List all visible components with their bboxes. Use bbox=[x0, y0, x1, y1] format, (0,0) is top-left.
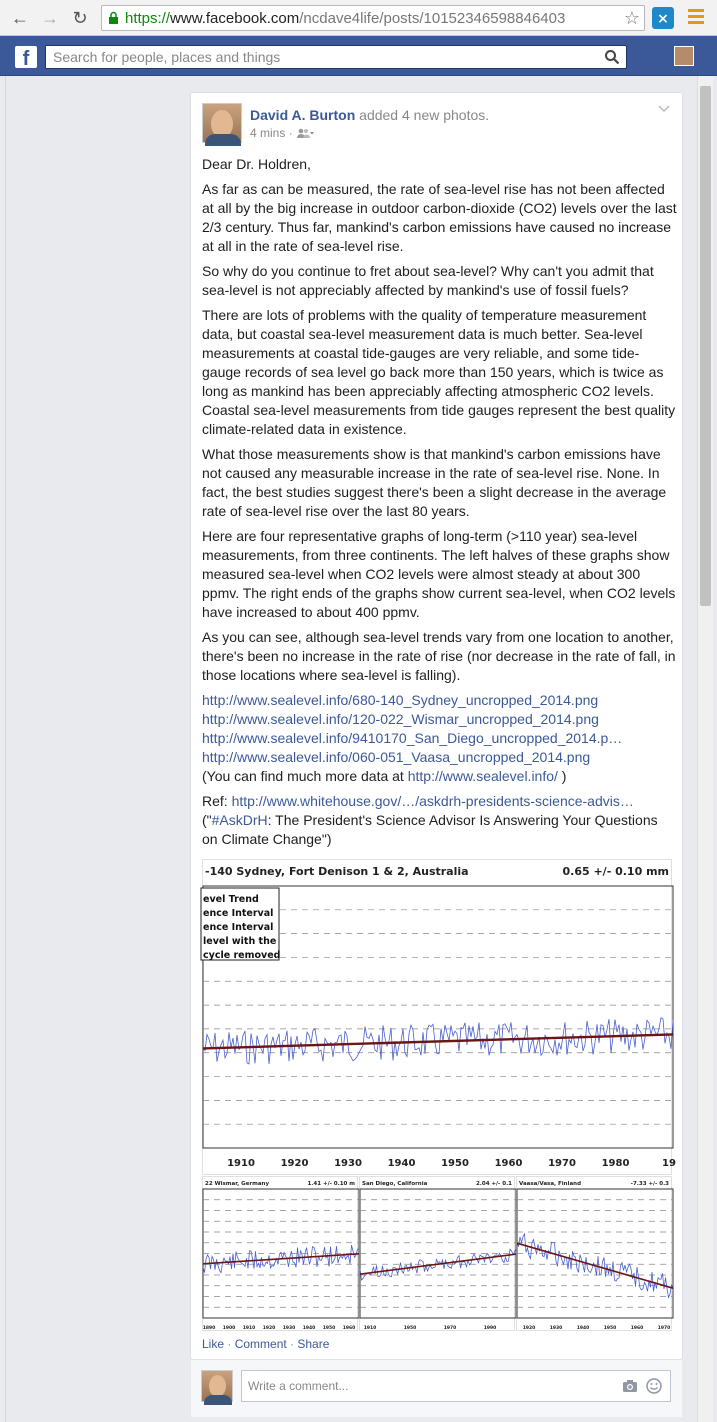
paragraph: So why do you continue to fret about sea-level? Why can't you admit that sea-level is not appreciably affected by mankind's use of fossil fuels? bbox=[202, 263, 654, 298]
x-tick-label: 1970 bbox=[443, 1326, 457, 1331]
x-tick-label: 1930 bbox=[549, 1326, 563, 1331]
legend-entry: ence Interval bbox=[203, 908, 274, 919]
facebook-logo[interactable]: f bbox=[15, 46, 37, 68]
x-tick-label: 1960 bbox=[630, 1326, 644, 1331]
paragraph: Dear Dr. Holdren, bbox=[202, 156, 311, 172]
chart-trend-label: -7.33 +/- 0.3 bbox=[630, 1181, 669, 1187]
chart-trend-label: 2.04 +/- 0.1 bbox=[475, 1181, 512, 1187]
x-tick-label: 1950 bbox=[603, 1326, 617, 1331]
hashtag-askdrh[interactable]: #AskDrH bbox=[211, 812, 268, 828]
x-tick-label: 1910 bbox=[227, 1158, 255, 1169]
link-vaasa[interactable]: http://www.sealevel.info/060-051_Vaasa_uncropped_2014.png bbox=[202, 749, 591, 765]
photo-row bbox=[202, 1176, 672, 1331]
forward-icon[interactable]: → bbox=[41, 8, 59, 28]
san-diego-chart bbox=[360, 1177, 516, 1332]
share-link[interactable]: Share bbox=[297, 1337, 330, 1351]
chart-trend-label: 0.65 +/- 0.10 mm bbox=[562, 865, 669, 878]
link-whitehouse[interactable]: http://www.whitehouse.gov/…/askdrh-presidents-science-advis… bbox=[231, 793, 634, 809]
chevron-down-icon[interactable] bbox=[658, 105, 670, 113]
x-tick-label: 1910 bbox=[242, 1326, 256, 1331]
more-data-line: (You can find much more data at http://www.sealevel.info/ ) bbox=[202, 768, 567, 784]
post-action: added 4 new photos. bbox=[359, 107, 490, 123]
post-header bbox=[250, 107, 489, 123]
chart-title: 22 Wismar, Germany bbox=[205, 1181, 270, 1187]
x-tick-label: 1900 bbox=[222, 1326, 236, 1331]
legend-entry: evel Trend bbox=[203, 894, 259, 905]
x-tick-label: 19 bbox=[662, 1158, 676, 1169]
x-tick-label: 1920 bbox=[262, 1326, 276, 1331]
audience-icon[interactable] bbox=[296, 128, 314, 138]
camera-icon[interactable] bbox=[622, 1379, 638, 1393]
menu-icon[interactable] bbox=[688, 9, 704, 27]
x-tick-label: 1920 bbox=[280, 1158, 309, 1169]
legend-entry: cycle removed bbox=[203, 950, 281, 961]
link-list bbox=[202, 691, 677, 786]
browser-toolbar bbox=[0, 0, 717, 36]
trend-line bbox=[203, 1254, 359, 1264]
x-tick-label: 1940 bbox=[576, 1326, 590, 1331]
post-card bbox=[190, 92, 683, 1360]
search-box[interactable] bbox=[45, 45, 627, 69]
address-bar[interactable] bbox=[101, 5, 645, 31]
x-tick-label: 1930 bbox=[282, 1326, 296, 1331]
lock-icon bbox=[108, 11, 119, 25]
comment-box[interactable] bbox=[241, 1370, 671, 1402]
post-actions: Like · Comment · Share bbox=[202, 1337, 330, 1351]
x-tick-label: 1910 bbox=[363, 1326, 377, 1331]
legend-entry: ence Interval bbox=[203, 922, 274, 933]
commenter-avatar[interactable] bbox=[201, 1370, 233, 1402]
paragraph: As far as can be measured, the rate of sea-level rise has not been affected at all by the big increase in outdoor carbon-dioxide (CO2) levels over the last 2/3 century. Thus far, mankind's carbon emissions have caused no increase at all in the rate of sea-level rise. bbox=[202, 181, 677, 254]
link-san-diego[interactable]: http://www.sealevel.info/9410170_San_Diego_uncropped_2014.p… bbox=[202, 730, 623, 746]
x-tick-label: 1950 bbox=[322, 1326, 336, 1331]
photo-vaasa-chart[interactable] bbox=[516, 1176, 672, 1331]
timestamp[interactable]: 4 mins bbox=[250, 126, 286, 140]
scrollbar-thumb[interactable] bbox=[700, 86, 711, 606]
paragraph: As you can see, although sea-level trends vary from one location to another, there's been no increase in the rate of rise (nor decrease in the rate of fall, in those locations where sea-level is falling). bbox=[202, 629, 676, 683]
x-tick-label: 1970 bbox=[548, 1158, 576, 1169]
link-sydney[interactable]: http://www.sealevel.info/680-140_Sydney_uncropped_2014.png bbox=[202, 692, 599, 708]
trend-line bbox=[517, 1243, 673, 1288]
search-icon[interactable] bbox=[604, 49, 620, 65]
x-tick-label: 1980 bbox=[601, 1158, 630, 1169]
chart-title: San Diego, California bbox=[362, 1181, 428, 1187]
scrollbar[interactable] bbox=[697, 76, 713, 1422]
reference: Ref: http://www.whitehouse.gov/…/askdrh-presidents-science-advis… ("#AskDrH: The President's Science Advisor Is Answering Your Questions on Climate Change") bbox=[202, 793, 658, 847]
legend-entry: level with the bbox=[203, 936, 277, 947]
author-name[interactable]: David A. Burton bbox=[250, 107, 356, 123]
wismar-chart bbox=[203, 1177, 359, 1332]
paragraph: Here are four representative graphs of long-term (>110 year) sea-level measurements, from three continents. The left halves of these graphs show measured sea-level when CO2 levels were almost steady at about 300 ppmv. The right ends of the graphs show current sea-level, when CO2 levels have increased to about 400 ppmv. bbox=[202, 528, 676, 620]
x-tick-label: 1950 bbox=[441, 1158, 469, 1169]
link-sealevel-info[interactable]: http://www.sealevel.info/ bbox=[407, 768, 558, 784]
x-tick-label: 1920 bbox=[522, 1326, 536, 1331]
author-avatar[interactable] bbox=[202, 103, 242, 143]
divider bbox=[5, 76, 6, 1422]
x-tick-label: 1960 bbox=[494, 1158, 523, 1169]
x-tick-label: 1960 bbox=[342, 1326, 356, 1331]
chart-legend bbox=[201, 888, 280, 961]
extension-icon[interactable]: ⨯ bbox=[652, 7, 674, 29]
chart-trend-label: 1.41 +/- 0.10 m bbox=[307, 1181, 355, 1187]
paragraph: There are lots of problems with the quality of temperature measurement data, but coastal sea-level measurement data is much better. Sea-level measurements at coastal tide-gauges are very reliable, and some tide-gauge records of sea level go back more than 150 years, which is twice as long as mankind has been appreciably affecting atmospheric CO2 levels. Coastal sea-level measurements from tide gauges represent the best quality climate-related data in existence. bbox=[202, 307, 676, 437]
chart-title: Vaasa/Vasa, Finland bbox=[519, 1181, 582, 1187]
chart-title: -140 Sydney, Fort Denison 1 & 2, Australia bbox=[205, 865, 469, 878]
x-tick-label: 1990 bbox=[483, 1326, 497, 1331]
comment-input[interactable] bbox=[242, 1371, 602, 1401]
comment-composer bbox=[191, 1359, 682, 1417]
x-tick-label: 1940 bbox=[387, 1158, 416, 1169]
profile-avatar[interactable] bbox=[674, 46, 694, 66]
x-tick-label: 1940 bbox=[302, 1326, 316, 1331]
facebook-header bbox=[0, 36, 717, 76]
x-tick-label: 1950 bbox=[403, 1326, 417, 1331]
link-wismar[interactable]: http://www.sealevel.info/120-022_Wismar_uncropped_2014.png bbox=[202, 711, 599, 727]
vaasa-chart bbox=[517, 1177, 673, 1332]
reload-icon[interactable]: ↻ bbox=[72, 8, 88, 28]
paragraph: What those measurements show is that mankind's carbon emissions have not caused any measurable increase in the rate of sea-level rise. None. In fact, the best studies suggest there's been a slight decrease in the average rate of sea-level rise over the last 80 years. bbox=[202, 446, 667, 519]
sydney-chart bbox=[203, 860, 676, 1176]
x-tick-label: 1890 bbox=[202, 1326, 216, 1331]
post-body bbox=[202, 155, 677, 855]
x-tick-label: 1970 bbox=[657, 1326, 671, 1331]
like-link[interactable]: Like bbox=[202, 1337, 225, 1351]
emoji-icon[interactable] bbox=[646, 1378, 662, 1394]
photo-san-diego-chart[interactable] bbox=[359, 1176, 515, 1331]
search-input[interactable] bbox=[46, 46, 586, 68]
back-icon[interactable]: ← bbox=[11, 8, 29, 28]
photo-wismar-chart[interactable] bbox=[202, 1176, 358, 1331]
bookmark-star-icon[interactable]: ☆ bbox=[623, 8, 640, 28]
photo-sydney-chart[interactable] bbox=[202, 859, 676, 1175]
comment-link[interactable]: Comment bbox=[234, 1337, 287, 1351]
x-tick-label: 1930 bbox=[334, 1158, 362, 1169]
url-text: https://www.facebook.com/ncdave4life/posts/10152346598846403 bbox=[125, 10, 566, 27]
post-meta: 4 mins · bbox=[250, 126, 314, 140]
